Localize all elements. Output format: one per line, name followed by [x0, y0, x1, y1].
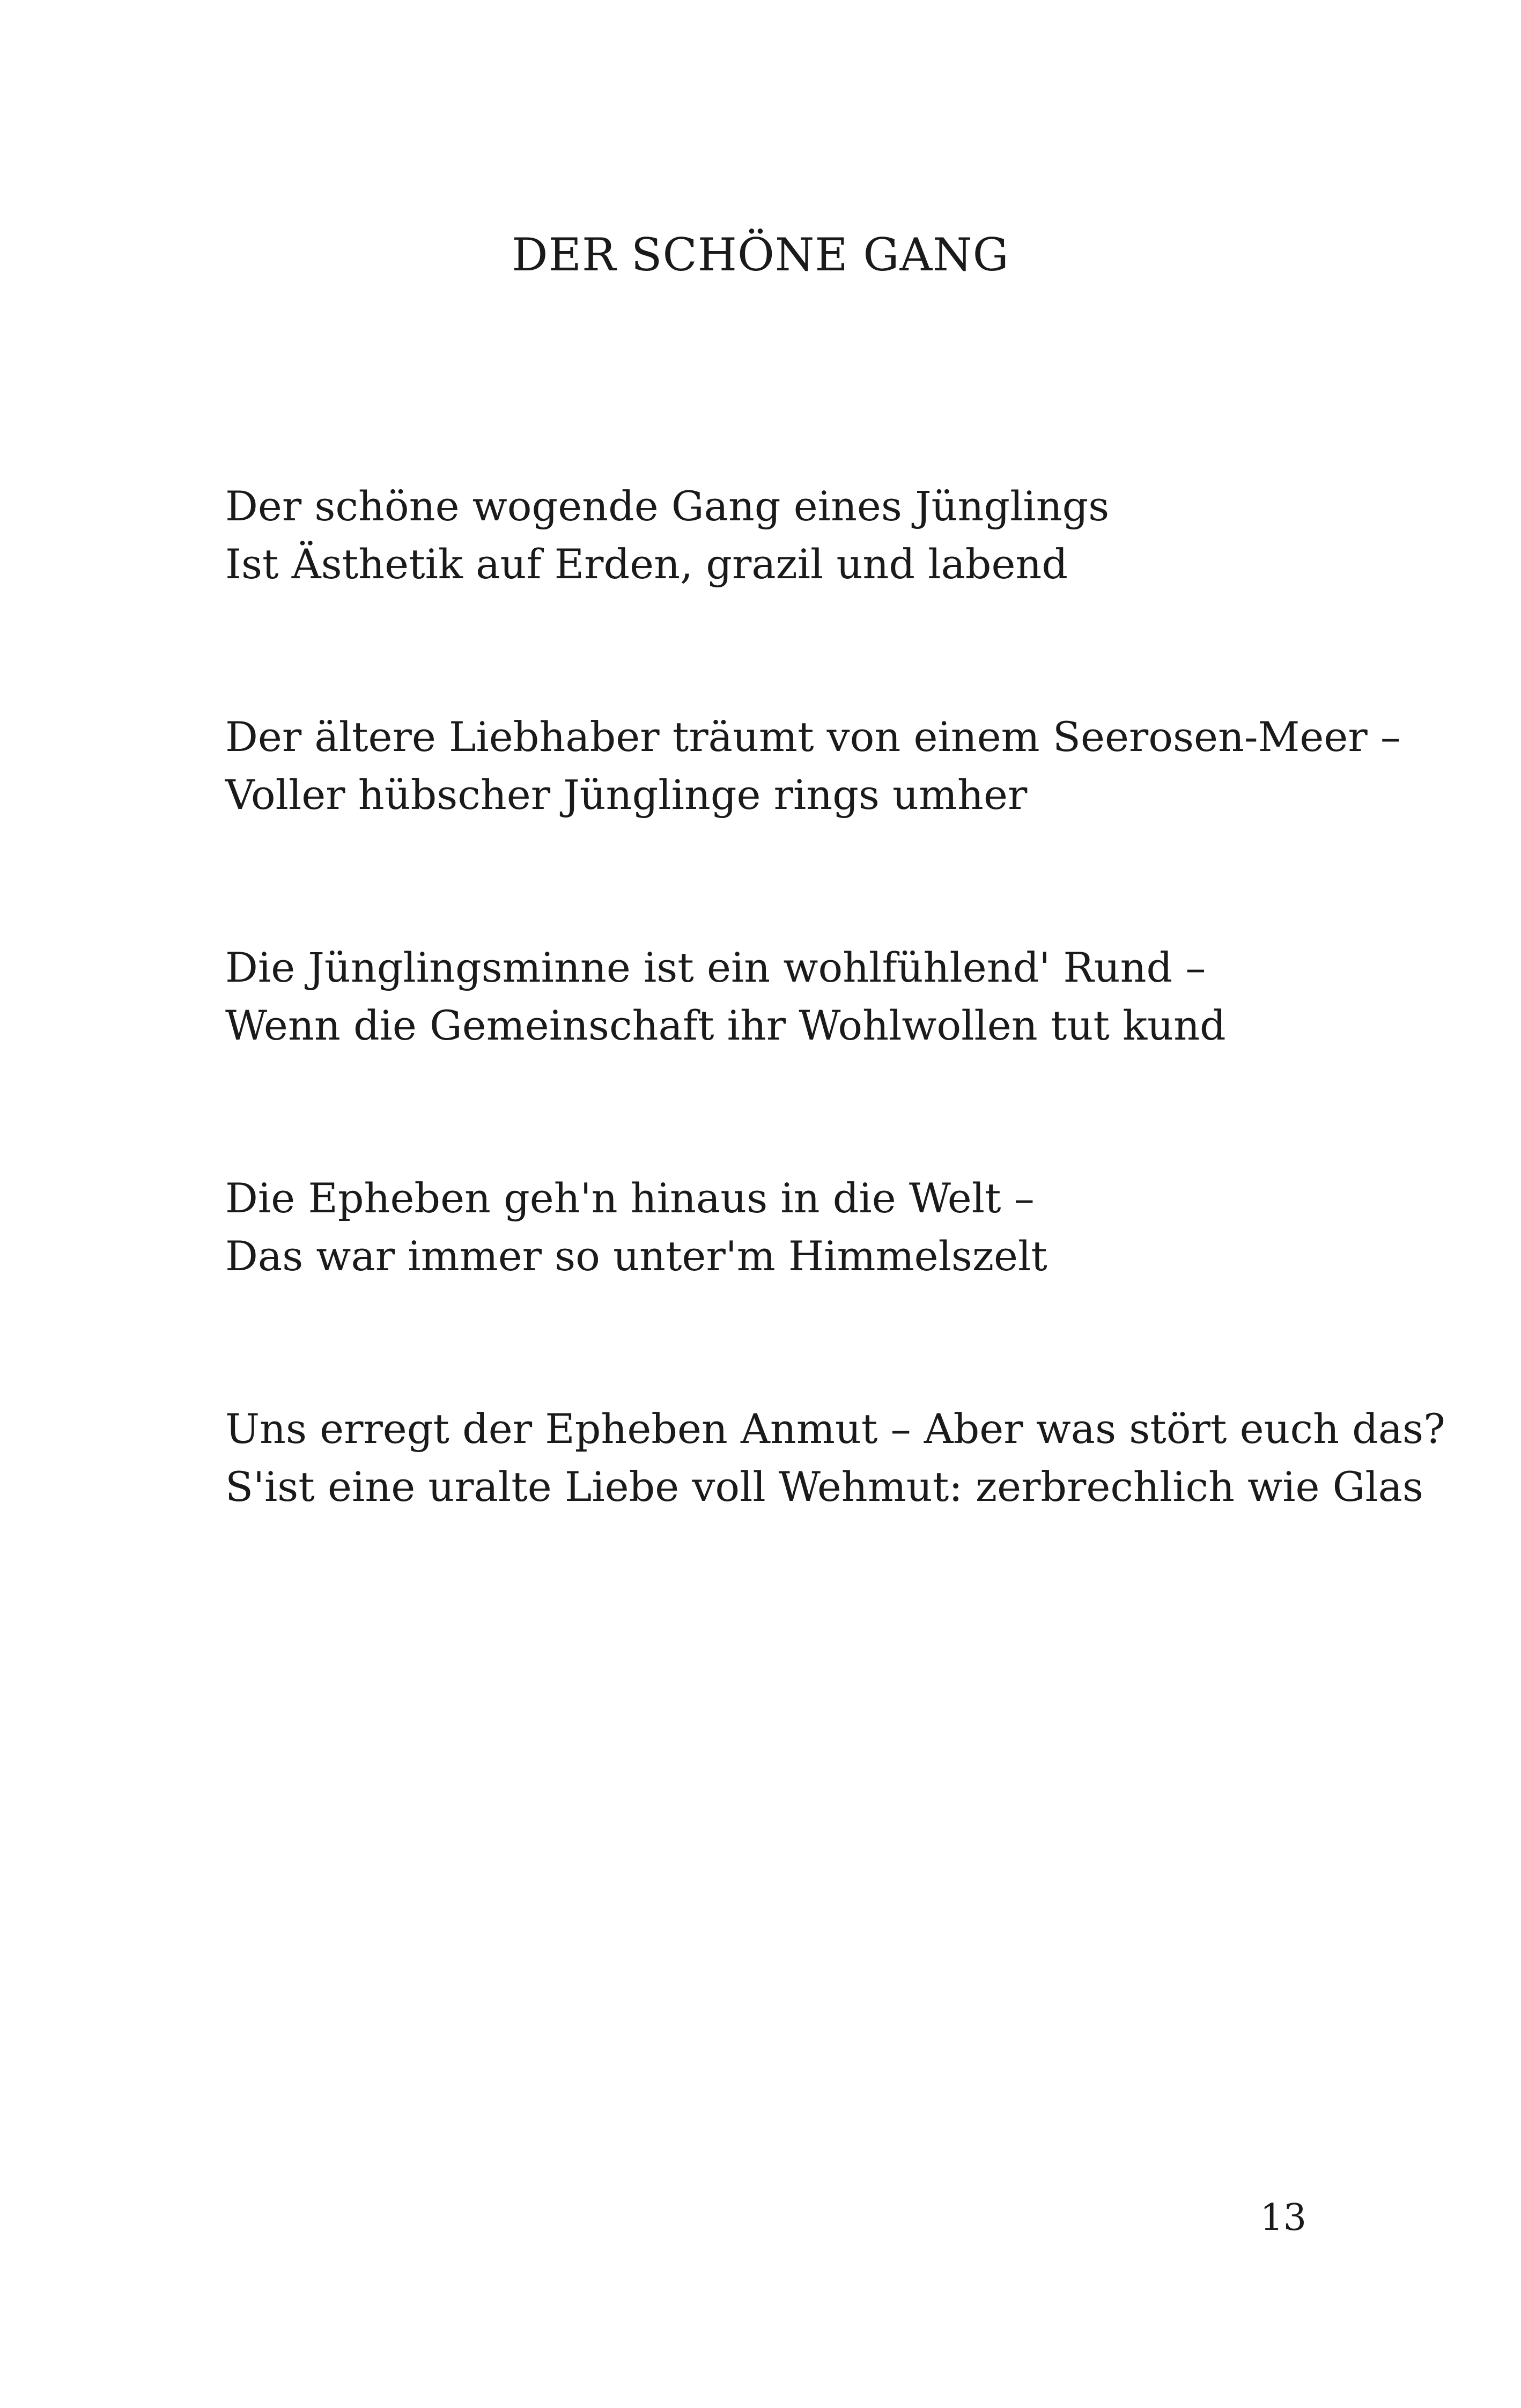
stanza-line: Das war immer so unter'm Himmelszelt [225, 1232, 1047, 1280]
stanza-line: Wenn die Gemeinschaft ihr Wohlwollen tut kund [225, 1002, 1226, 1049]
stanza-line: Die Jünglingsminne ist ein wohlfühlend' Rund – [225, 944, 1206, 991]
stanza-4 [225, 1169, 1459, 1285]
stanza-line: Der schöne wogende Gang eines Jünglings [225, 482, 1110, 530]
stanza-line: Uns erregt der Epheben Anmut – Aber was stört euch das? [225, 1405, 1445, 1453]
stanza-3 [225, 939, 1459, 1055]
stanza-1 [225, 477, 1459, 593]
stanza-line: Die Epheben geh'n hinaus in die Welt – [225, 1174, 1035, 1222]
poem-title: DER SCHÖNE GANG [512, 229, 1009, 281]
stanza-line: Ist Ästhetik auf Erden, grazil und labend [225, 540, 1068, 588]
stanza-5 [225, 1400, 1459, 1516]
stanza-line: Voller hübscher Jünglinge rings umher [225, 771, 1028, 819]
stanza-line: Der ältere Liebhaber träumt von einem Seerosen-Meer – [225, 713, 1401, 761]
page-number: 13 [1260, 2197, 1306, 2239]
stanza-2 [225, 708, 1459, 824]
stanza-line: S'ist eine uralte Liebe voll Wehmut: zerbrechlich wie Glas [225, 1463, 1423, 1511]
